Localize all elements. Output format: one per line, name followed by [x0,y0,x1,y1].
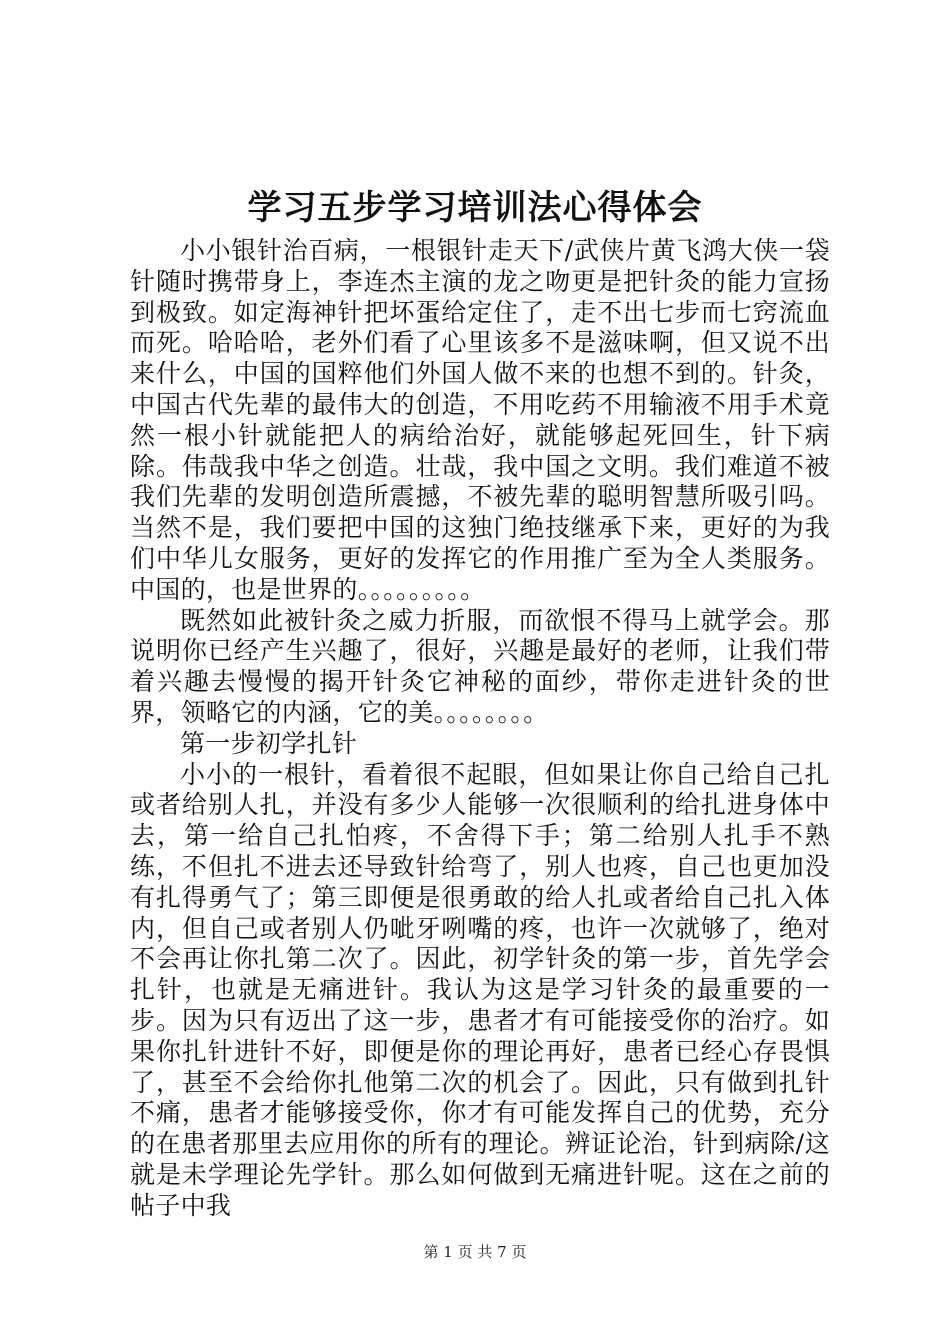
page-footer: 第 1 页 共 7 页 [423,1243,527,1261]
section-heading-step-one: 第一步初学扎针 [180,728,358,758]
document-body [130,236,830,1222]
paragraph-intro: 小小银针治百病，一根银针走天下/武侠片黄飞鸿大侠一袋针随时携带身上，李连杰主演的龙之吻更是把针灸的能力宣扬到极致。如定海神针把坏蛋给定住了，走不出七步而七窍流血而死。哈哈哈，老外们看了心里该多不是滋味啊，但又说不出来什么，中国的国粹他们外国人做不来的也想不到的。针灸，中国古代先辈的最伟大的创造，不用吃药不用输液不用手术竟然一根小针就能把人的病给治好，就能够起死回生，针下病除。伟哉我中华之创造。壮哉，我中国之文明。我们难道不被我们先辈的发明创造所震撼，不被先辈的聪明智慧所吸引吗。当然不是，我们要把中国的这独门绝技继承下来，更好的为我们中华儿女服务，更好的发挥它的作用推广至为全人类服务。中国的，也是世界的。。。。。。。。。 [130,236,830,604]
paragraph-step-one: 小小的一根针，看着很不起眼，但如果让你自己给自己扎或者给别人扎，并没有多少人能够一次很顺利的给扎进身体中去，第一给自己扎怕疼，不舍得下手；第二给别人扎手不熟练，不但扎不进去还导致针给弯了，别人也疼，自己也更加没有扎得勇气了；第三即便是很勇敢的给人扎或者给自己扎入体内，但自己或者别人仍呲牙咧嘴的疼，也许一次就够了，绝对不会再让你扎第二次了。因此，初学针灸的第一步，首先学会扎针，也就是无痛进针。我认为这是学习针灸的最重要的一步。因为只有迈出了这一步，患者才有可能接受你的治疗。如果你扎针进针不好，即便是你的理论再好，患者已经心存畏惧了，甚至不会给你扎他第二次的机会了。因此，只有做到扎针不痛，患者才能够接受你，你才有可能发挥自己的优势，充分的在患者那里去应用你的所有的理论。辨证论治，针到病除/这就是未学理论先学针。那么如何做到无痛进针呢。这在之前的帖子中我 [130,759,830,1220]
document-title: 学习五步学习培训法心得体会 [247,188,703,228]
paragraph-interest: 既然如此被针灸之威力折服，而欲恨不得马上就学会。那说明你已经产生兴趣了，很好，兴趣是最好的老师，让我们带着兴趣去慢慢的揭开针灸它神秘的面纱，带你走进针灸的世界，领略它的内涵，它的美。。。。。。。。 [130,605,830,727]
